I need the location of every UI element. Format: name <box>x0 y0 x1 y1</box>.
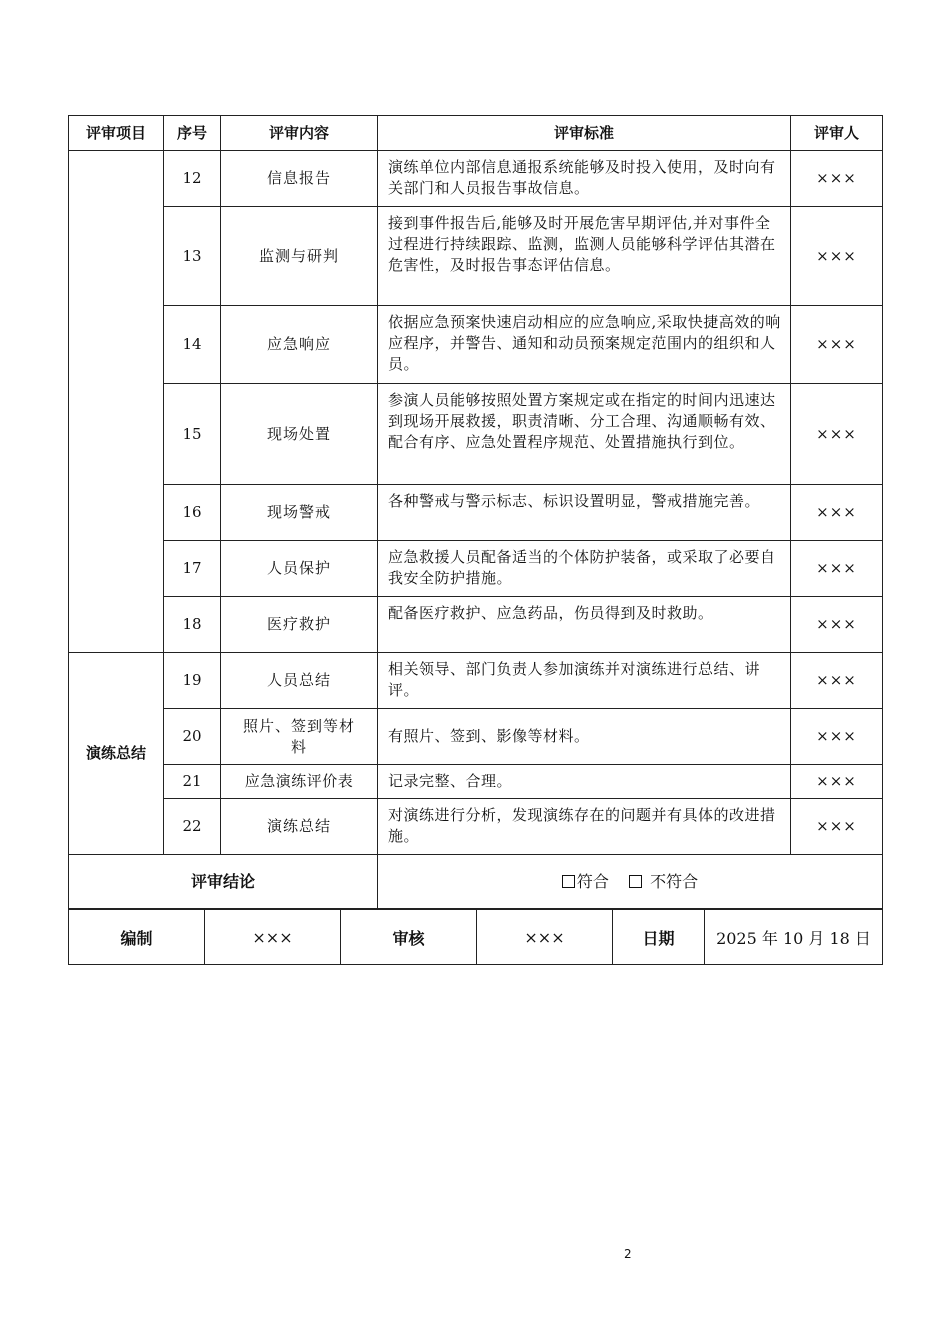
reviewer-cell: ××× <box>791 151 883 207</box>
seq-cell: 18 <box>164 597 221 653</box>
content-cell: 人员总结 <box>221 653 378 709</box>
header-seq: 序号 <box>164 116 221 151</box>
table-row <box>69 597 883 653</box>
table-row <box>69 709 883 765</box>
content-cell: 现场处置 <box>221 384 378 485</box>
category-cell-empty <box>69 151 164 653</box>
standard-cell: 应急救援人员配备适当的个体防护装备，或采取了必要自我安全防护措施。 <box>378 541 791 597</box>
content-cell: 医疗救护 <box>221 597 378 653</box>
review-table <box>68 115 883 909</box>
content-cell: 应急响应 <box>221 306 378 384</box>
content-cell: 应急演练评价表 <box>221 765 378 799</box>
content-cell: 信息报告 <box>221 151 378 207</box>
reviewer-cell: ××× <box>791 207 883 306</box>
content-cell: 照片、签到等材料 <box>221 709 378 765</box>
seq-cell: 12 <box>164 151 221 207</box>
standard-cell: 对演练进行分析，发现演练存在的问题并有具体的改进措施。 <box>378 799 791 855</box>
standard-cell: 记录完整、合理。 <box>378 765 791 799</box>
table-row <box>69 653 883 709</box>
seq-cell: 14 <box>164 306 221 384</box>
table-row <box>69 384 883 485</box>
table-row <box>69 765 883 799</box>
checkbox-icon <box>562 875 575 888</box>
seq-cell: 16 <box>164 485 221 541</box>
content-cell: 演练总结 <box>221 799 378 855</box>
signature-table <box>68 909 883 965</box>
date-value: 2025 年 10 月 18 日 <box>705 910 883 965</box>
content-cell: 现场警戒 <box>221 485 378 541</box>
reviewer-cell: ××× <box>791 653 883 709</box>
content-cell: 监测与研判 <box>221 207 378 306</box>
pass-checkbox[interactable] <box>562 872 609 891</box>
seq-cell: 20 <box>164 709 221 765</box>
header-reviewer: 评审人 <box>791 116 883 151</box>
conclusion-label: 评审结论 <box>69 855 378 909</box>
seq-cell: 22 <box>164 799 221 855</box>
page-number: 2 <box>624 1247 632 1261</box>
reviewer-cell: ××× <box>791 799 883 855</box>
table-row <box>69 207 883 306</box>
table-row <box>69 485 883 541</box>
header-content: 评审内容 <box>221 116 378 151</box>
seq-cell: 13 <box>164 207 221 306</box>
conclusion-row <box>69 855 883 909</box>
standard-cell: 相关领导、部门负责人参加演练并对演练进行总结、讲评。 <box>378 653 791 709</box>
reviewer-cell: ××× <box>791 597 883 653</box>
standard-cell: 演练单位内部信息通报系统能够及时投入使用，及时向有关部门和人员报告事故信息。 <box>378 151 791 207</box>
table-row <box>69 541 883 597</box>
pass-label: 符合 <box>576 872 609 891</box>
standard-cell: 配备医疗救护、应急药品，伤员得到及时救助。 <box>378 597 791 653</box>
content-cell: 人员保护 <box>221 541 378 597</box>
standard-cell: 参演人员能够按照处置方案规定或在指定的时间内迅速达到现场开展救援，职责清晰、分工合理、沟通顺畅有效、配合有序、应急处置程序规范、处置措施执行到位。 <box>378 384 791 485</box>
seq-cell: 21 <box>164 765 221 799</box>
compile-label: 编制 <box>69 910 205 965</box>
signature-row <box>69 910 883 965</box>
table-row <box>69 151 883 207</box>
reviewer-cell: ××× <box>791 709 883 765</box>
table-row <box>69 306 883 384</box>
seq-cell: 17 <box>164 541 221 597</box>
conclusion-options <box>378 855 883 909</box>
header-standard: 评审标准 <box>378 116 791 151</box>
standard-cell: 接到事件报告后,能够及时开展危害早期评估,并对事件全过程进行持续跟踪、监测，监测人员能够科学评估其潜在危害性，及时报告事态评估信息。 <box>378 207 791 306</box>
standard-cell: 有照片、签到、影像等材料。 <box>378 709 791 765</box>
date-label: 日期 <box>613 910 705 965</box>
fail-checkbox[interactable] <box>629 872 698 891</box>
checkbox-icon <box>629 875 642 888</box>
reviewer-cell: ××× <box>791 384 883 485</box>
reviewer-cell: ××× <box>791 306 883 384</box>
seq-cell: 19 <box>164 653 221 709</box>
header-category: 评审项目 <box>69 116 164 151</box>
fail-label: 不符合 <box>650 872 699 891</box>
reviewer-cell: ××× <box>791 485 883 541</box>
standard-cell: 依据应急预案快速启动相应的应急响应,采取快捷高效的响应程序，并警告、通知和动员预案规定范围内的组织和人员。 <box>378 306 791 384</box>
header-row <box>69 116 883 151</box>
audit-value: ××× <box>477 910 613 965</box>
category-cell-summary: 演练总结 <box>69 653 164 855</box>
compile-value: ××× <box>205 910 341 965</box>
table-row <box>69 799 883 855</box>
seq-cell: 15 <box>164 384 221 485</box>
audit-label: 审核 <box>341 910 477 965</box>
reviewer-cell: ××× <box>791 541 883 597</box>
standard-cell: 各种警戒与警示标志、标识设置明显，警戒措施完善。 <box>378 485 791 541</box>
reviewer-cell: ××× <box>791 765 883 799</box>
